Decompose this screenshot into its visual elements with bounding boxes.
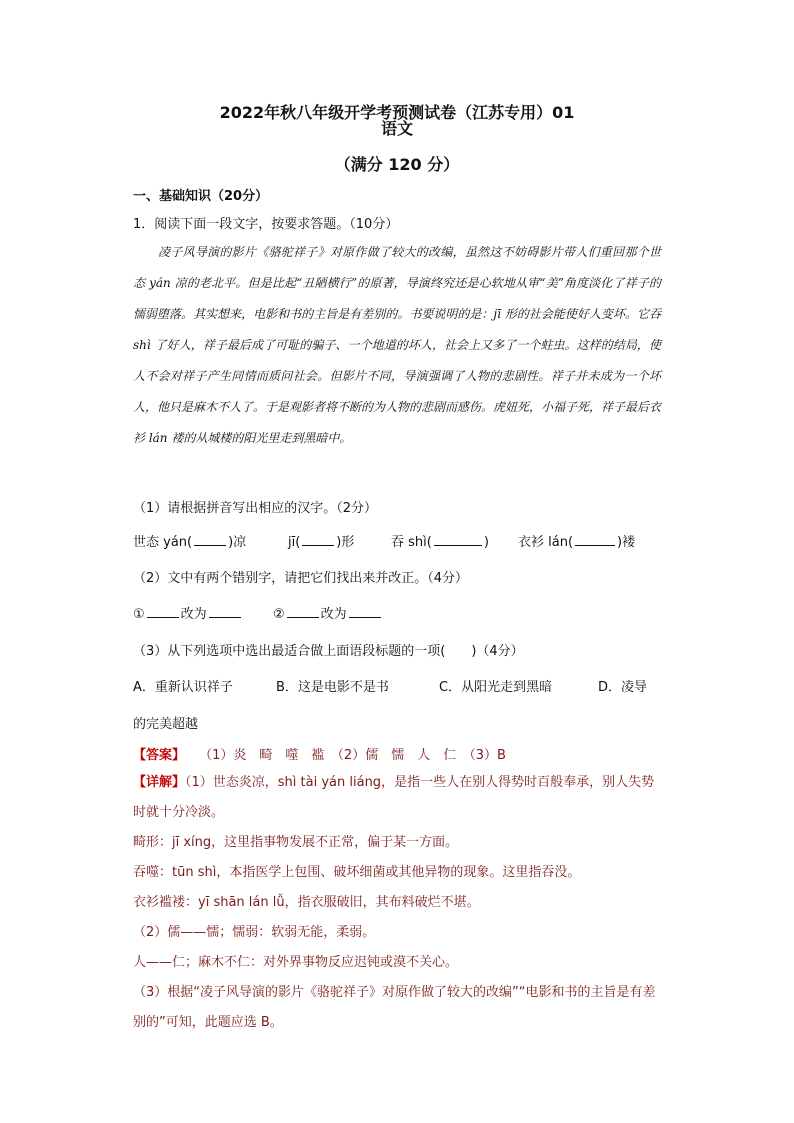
pinyin-item: 吞 shì( ) <box>391 535 489 550</box>
detail-paragraph: 吞噬：tūn shì，本指医学上包围、破坏细菌或其他异物的现象。这里指吞没。 <box>133 865 581 880</box>
detail-label: 【详解】 <box>133 775 186 790</box>
sub-question-3-prompt: （3）从下列选项中选出最适合做上面语段标题的一项( )（4分） <box>133 644 524 659</box>
option-d[interactable]: D．凌导 <box>598 680 648 695</box>
option-c[interactable]: C．从阳光走到黑暗 <box>439 680 553 695</box>
pinyin-item: 衣衫 lán( )褛 <box>518 535 636 550</box>
option-d-continuation: 的完美超越 <box>133 717 199 732</box>
detail-paragraph: 【详解】（1）世态炎凉，shì tài yán liáng，是指一些人在别人得势时百般奉承，别人失势时就十分冷淡。 <box>133 775 655 820</box>
correction-blanks-row <box>133 603 533 621</box>
answer-blank[interactable] <box>434 535 482 546</box>
passage-paragraph: 凌子风导演的影片《骆驼祥子》对原作做了较大的改编，虽然这不妨碍影片带人们重回那个世态 yán 凉的老北平。但是比起“丑陋横行”的原著，导演终究还是心软地从审“美”角度淡化了祥子的懦弱堕落。其实想来，电影和书的主旨是有差别的。书要说明的是：jī 形的社会能使好人变坏。它吞 shì 了好人，祥子最后成了可耻的骗子、一个地道的坏人，社会上又多了一个蛀虫。这样的结局，使人不会对祥子产生同情而质问社会。但影片不同，导演强调了人物的悲剧性。祥子并未成为一个坏人，他只是麻木不人了。于是观影者将不断的为人物的悲剧而感伤。虎妞死，小福子死，祥子最后衣衫 lán 褛的从城楼的阳光里走到黑暗中。 <box>133 245 662 445</box>
answer-label: 【答案】 <box>133 748 186 763</box>
detail-paragraph: （2）儒——懦；懦弱：软弱无能，柔弱。 <box>133 925 376 940</box>
subject-label: 语文 <box>380 119 413 138</box>
sub-question-2-prompt: （2）文中有两个错别字，请把它们找出来并改正。（4分） <box>133 571 469 586</box>
answer-blank[interactable] <box>287 607 319 618</box>
pinyin-item: jī( )形 <box>288 535 355 550</box>
detail-paragraph: 畸形：jī xíng，这里指事物发展不正常，偏于某一方面。 <box>133 835 459 850</box>
answer-text: （1）炎 畸 噬 褴 （2）儒 懦 人 仁 （3）B <box>199 748 506 763</box>
options-row <box>133 676 661 694</box>
sub-question-1-prompt: （1）请根据拼音写出相应的汉字。（2分） <box>133 501 378 516</box>
total-score: （满分 120 分） <box>334 155 460 174</box>
option-a[interactable]: A．重新认识祥子 <box>133 680 233 695</box>
answer-blank[interactable] <box>575 535 615 546</box>
section-heading: 一、基础知识（20分） <box>133 189 269 204</box>
option-b[interactable]: B．这是电影不是书 <box>276 680 389 695</box>
correction-item: ② 改为 <box>273 603 383 622</box>
answer-blank[interactable] <box>302 535 334 546</box>
detail-paragraph: （3）根据“凌子风导演的影片《骆驼祥子》对原作做了较大的改编”“电影和书的主旨是有差别的”可知，此题应选 B。 <box>133 985 656 1030</box>
answer-blank[interactable] <box>147 607 179 618</box>
pinyin-item: 世态 yán( )凉 <box>133 535 247 550</box>
answer-line <box>133 744 506 763</box>
pinyin-blanks-row <box>133 531 663 549</box>
detail-paragraph: 人——仁；麻木不仁：对外界事物反应迟钝或漠不关心。 <box>133 955 459 970</box>
answer-blank[interactable] <box>349 607 381 618</box>
reading-passage <box>133 237 661 454</box>
question-1-prompt: 1．阅读下面一段文字，按要求答题。（10分） <box>133 217 399 232</box>
exam-title: 2022年秋八年级开学考预测试卷（江苏专用）01 <box>219 103 575 122</box>
detail-block <box>133 768 663 1038</box>
correction-item: ① 改为 <box>133 603 243 622</box>
detail-paragraph: 衣衫褴褛：yī shān lán lǚ，指衣服破旧，其布料破烂不堪。 <box>133 895 480 910</box>
answer-blank[interactable] <box>194 535 226 546</box>
answer-blank[interactable] <box>209 607 241 618</box>
